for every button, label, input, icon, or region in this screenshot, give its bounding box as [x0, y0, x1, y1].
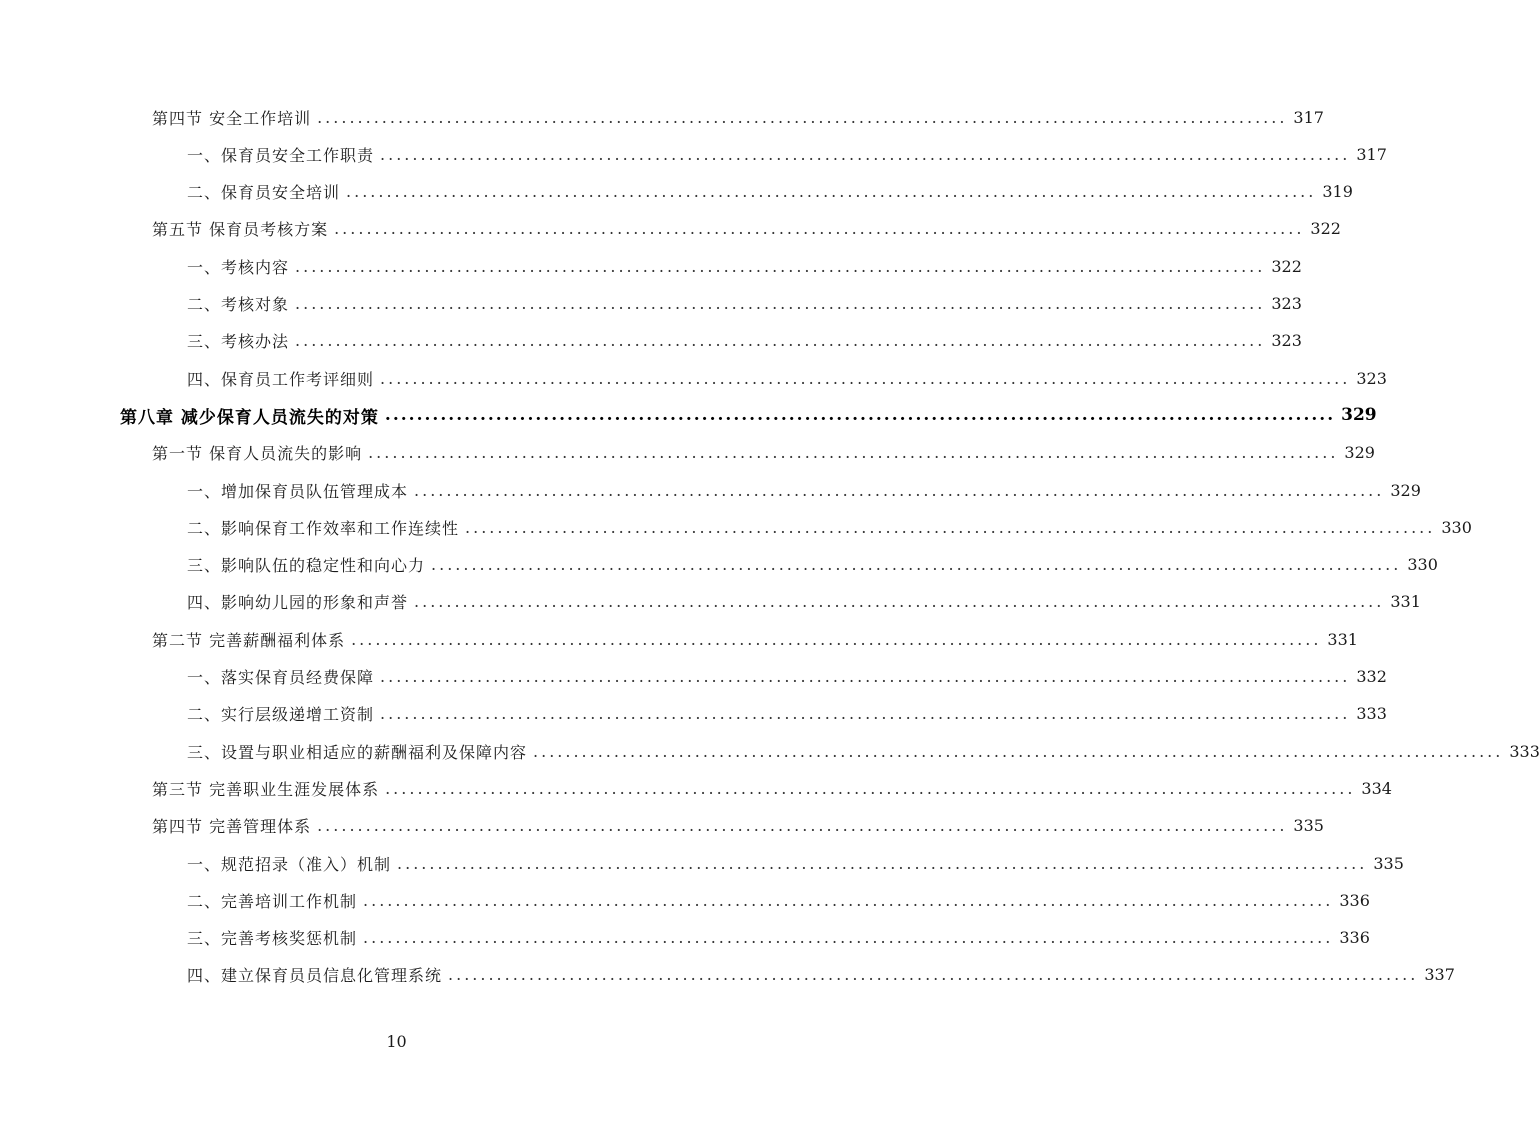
toc-entry-page: 330: [1407, 555, 1438, 575]
toc-subsection-entry: [187, 512, 1472, 542]
toc-entry-page: 319: [1322, 182, 1353, 202]
toc-subsection-entry: [187, 289, 1302, 319]
toc-subsection-entry: [187, 363, 1387, 393]
toc-subsection-entry: [187, 587, 1421, 617]
toc-section-entry: [152, 773, 1392, 803]
toc-entry-title: 一、增加保育员队伍管理成本: [187, 481, 409, 501]
toc-entry-page: 322: [1310, 219, 1341, 239]
dot-leader: ........................................................................................................................: [414, 480, 1385, 500]
toc-entry-page: 332: [1356, 667, 1387, 686]
toc-subsection-entry: [187, 923, 1370, 953]
toc-entry-title: 一、落实保育员经费保障: [187, 668, 375, 687]
toc-entry-title: 二、实行层级递增工资制: [187, 705, 375, 725]
dot-leader: ........................................................................................................................: [380, 144, 1351, 164]
toc-entry-title: 三、影响队伍的稳定性和向心力: [187, 556, 426, 576]
toc-entry-page: 323: [1356, 368, 1387, 388]
dot-leader: ........................................................................................................................: [448, 965, 1419, 985]
dot-leader: ........................................................................................................................: [380, 368, 1351, 388]
toc-entry-page: 323: [1271, 294, 1302, 313]
dot-leader: ........................................................................................................................: [533, 741, 1504, 761]
toc-entry-title: 四、建立保育员员信息化管理系统: [187, 966, 443, 986]
toc-entry-title: 二、完善培训工作机制: [187, 891, 358, 911]
toc-entry-page: 322: [1271, 256, 1302, 276]
toc-entry-page: 330: [1441, 517, 1472, 537]
toc-section-entry: [152, 438, 1375, 468]
dot-leader: ........................................................................................................................: [295, 256, 1266, 276]
toc-entry-title: 第四节 完善管理体系: [152, 817, 312, 837]
toc-entry-title: 一、考核内容: [187, 257, 290, 277]
toc-entry-page: 336: [1339, 890, 1370, 910]
dot-leader: ........................................................................................................................: [351, 629, 1322, 649]
dot-leader: ........................................................................................................................: [346, 182, 1317, 202]
dot-leader: ........................................................................................................................: [465, 517, 1436, 537]
dot-leader: ........................................................................................................................: [363, 890, 1334, 910]
toc-subsection-entry: [187, 139, 1387, 169]
toc-entry-title: 一、保育员安全工作职责: [187, 145, 375, 165]
toc-entry-page: 329: [1390, 480, 1421, 500]
dot-leader: ........................................................................................................................: [295, 294, 1266, 313]
toc-entry-title: 三、完善考核奖惩机制: [187, 929, 358, 949]
toc-entry-title: 第二节 完善薪酬福利体系: [152, 630, 346, 650]
toc-subsection-entry: [187, 550, 1438, 580]
toc-subsection-entry: [187, 848, 1404, 878]
dot-leader: ........................................................................................................................: [368, 443, 1339, 463]
toc-subsection-entry: [187, 662, 1387, 692]
toc-subsection-entry: [187, 177, 1353, 207]
toc-entry-page: 329: [1344, 443, 1375, 463]
toc-subsection-entry: [187, 251, 1302, 281]
toc-entry-page: 333: [1356, 704, 1387, 724]
toc-subsection-entry: [187, 326, 1302, 356]
dot-leader: ........................................................................................................................: [414, 592, 1385, 612]
toc-entry-page: 334: [1361, 778, 1392, 798]
toc-entry-title: 第三节 完善职业生涯发展体系: [152, 779, 380, 799]
toc-subsection-entry: [187, 960, 1455, 990]
toc-section-entry: [152, 811, 1324, 841]
dot-leader: ........................................................................................................................: [431, 555, 1402, 575]
toc-entry-page: 336: [1339, 928, 1370, 948]
toc-entry-page: 335: [1293, 816, 1324, 836]
dot-leader: ........................................................................................................................: [397, 853, 1368, 873]
toc-entry-title: 四、影响幼儿园的形象和声誉: [187, 593, 409, 613]
dot-leader: ........................................................................................................................: [317, 107, 1288, 127]
toc-section-entry: [152, 214, 1341, 244]
dot-leader: ........................................................................................................................: [380, 667, 1351, 686]
dot-leader: ........................................................................................................................: [317, 816, 1288, 836]
toc-entry-title: 第一节 保育人员流失的影响: [152, 444, 363, 464]
toc-section-entry: [152, 624, 1358, 654]
toc-entry-title: 四、保育员工作考评细则: [187, 369, 375, 389]
dot-leader: ........................................................................................................................: [295, 331, 1266, 351]
toc-entry-title: 二、保育员安全培训: [187, 183, 341, 203]
toc-entry-title: 二、考核对象: [187, 295, 290, 314]
toc-entry-title: 三、设置与职业相适应的薪酬福利及保障内容: [187, 742, 528, 762]
toc-entry-page: 317: [1356, 144, 1387, 164]
dot-leader: ........................................................................................................................: [334, 219, 1305, 239]
toc-subsection-entry: [187, 736, 1540, 766]
toc-entry-title: 二、影响保育工作效率和工作连续性: [187, 518, 460, 538]
toc-entry-page: 317: [1293, 107, 1324, 127]
toc-entry-title: 第四节 安全工作培训: [152, 108, 312, 128]
dot-leader: ........................................................................................................................: [380, 704, 1351, 724]
dot-leader: ........................................................................................................................: [363, 928, 1334, 948]
toc-subsection-entry: [187, 699, 1387, 729]
toc-entry-title: 一、规范招录（准入）机制: [187, 854, 392, 874]
toc-entry-title: 第八章 减少保育人员流失的对策: [120, 407, 379, 428]
toc-entry-page: 329: [1341, 405, 1377, 426]
toc-subsection-entry: [187, 885, 1370, 915]
toc-entry-page: 335: [1373, 853, 1404, 873]
toc-entry-page: 337: [1424, 965, 1455, 985]
dot-leader: ........................................................................................................................: [385, 778, 1356, 798]
toc-chapter-entry: [120, 400, 1377, 430]
toc-entry-page: 331: [1327, 629, 1358, 649]
toc-entry-page: 333: [1509, 741, 1540, 761]
toc-entry-page: 323: [1271, 331, 1302, 351]
toc-section-entry: [152, 102, 1324, 132]
toc-entry-title: 三、考核办法: [187, 332, 290, 352]
toc-entry-title: 第五节 保育员考核方案: [152, 220, 329, 240]
toc-entry-page: 331: [1390, 592, 1421, 612]
toc-subsection-entry: [187, 475, 1421, 505]
dot-leader: ........................................................................................................................: [384, 405, 1336, 426]
page-number: 10: [386, 1032, 407, 1051]
